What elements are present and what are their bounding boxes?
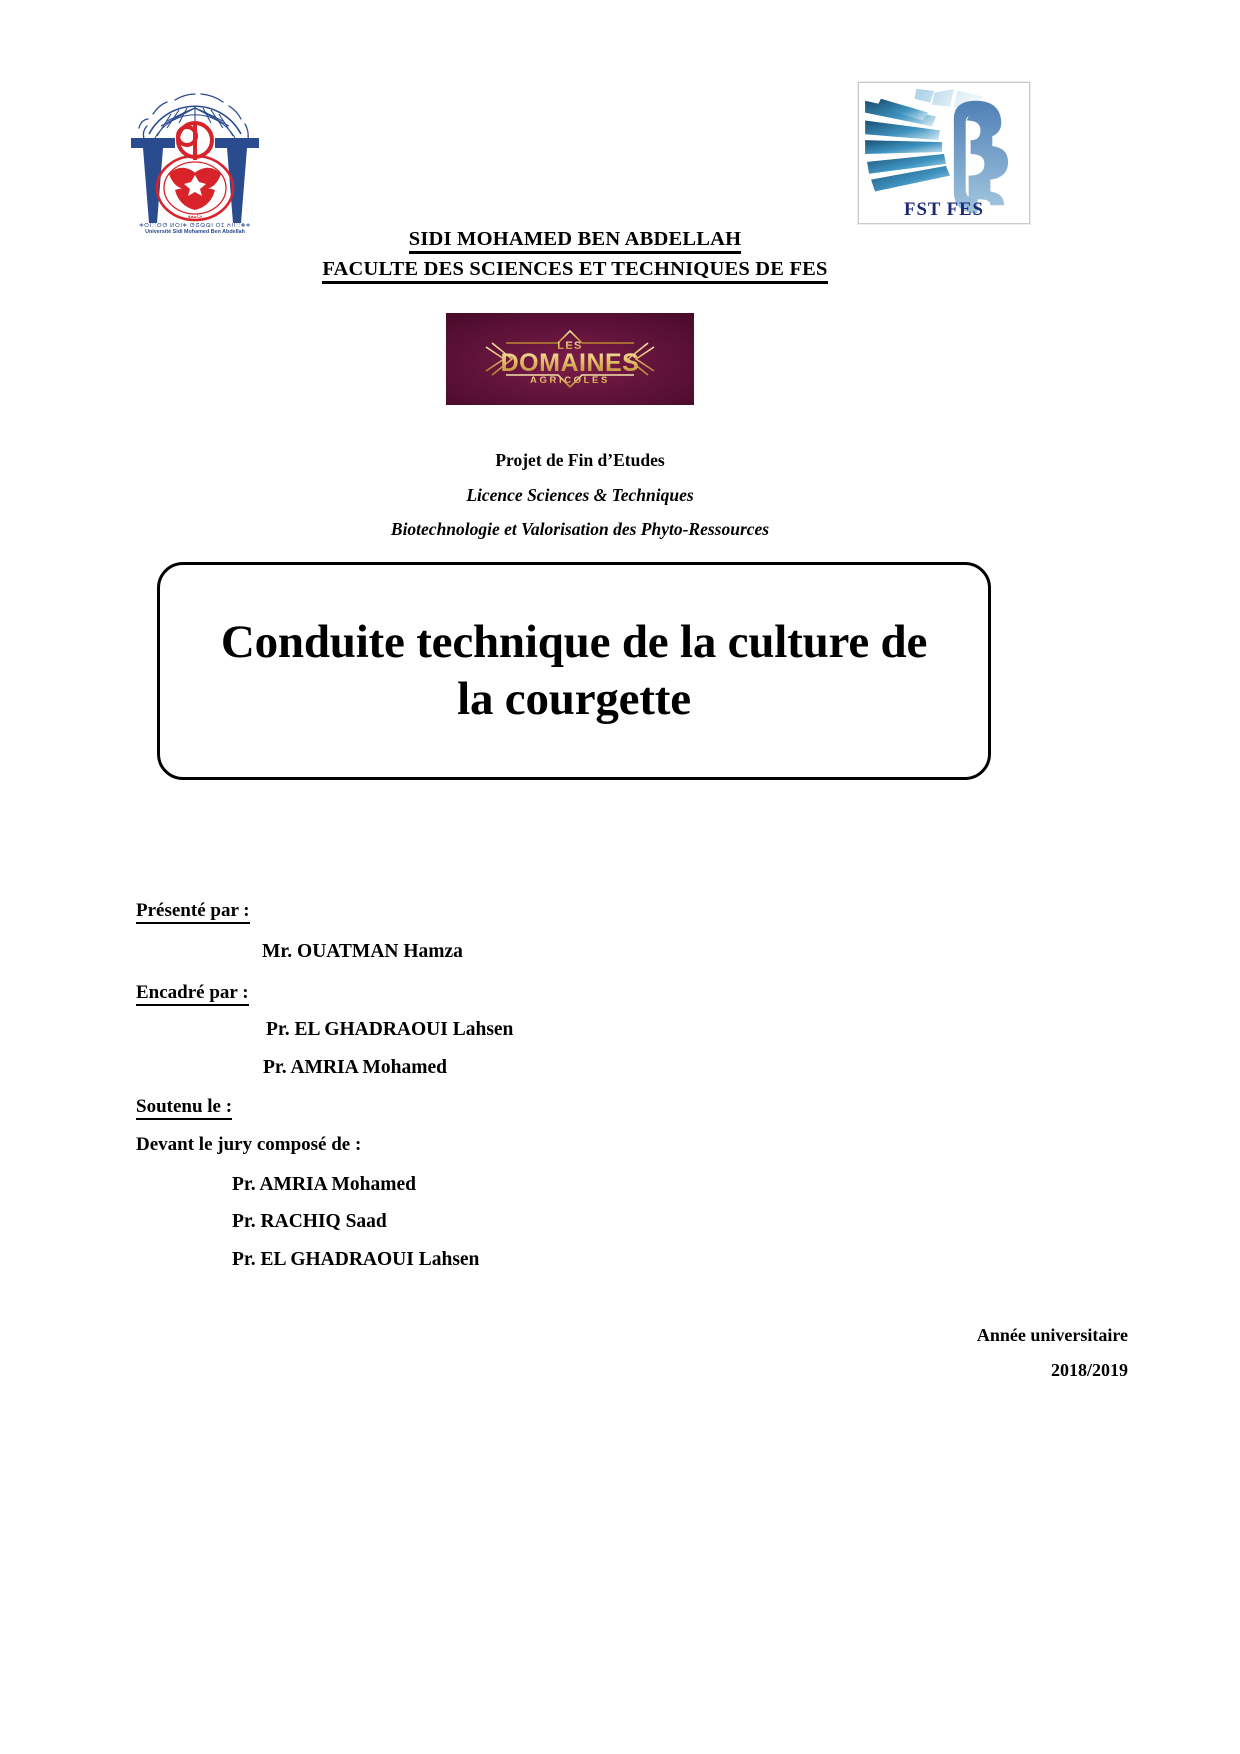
presented-by-label: Présenté par : xyxy=(136,900,250,922)
faculty-name-heading xyxy=(0,258,1240,284)
university-name-text: SIDI MOHAMED BEN ABDELLAH xyxy=(409,228,741,253)
specialty-name xyxy=(0,519,1240,540)
svg-text:Université Sidi Mohamed Ben Ab: Université Sidi Mohamed Ben Abdellah xyxy=(145,229,245,233)
degree-name-text: Licence Sciences & Techniques xyxy=(466,485,694,505)
domaines-line2: DOMAINES xyxy=(500,349,640,377)
university-name-heading xyxy=(0,228,1240,254)
supervised-by-label: Encadré par : xyxy=(136,982,249,1004)
les-domaines-agricoles-logo xyxy=(446,313,694,405)
jury-member-name: Pr. EL GHADRAOUI Lahsen xyxy=(232,1249,480,1270)
jury-member-name: Pr. RACHIQ Saad xyxy=(232,1211,387,1232)
fst-fes-logo xyxy=(858,82,1030,224)
project-type xyxy=(0,450,1240,471)
jury-member-name: Pr. AMRIA Mohamed xyxy=(232,1174,416,1195)
project-type-text: Projet de Fin d’Etudes xyxy=(495,450,665,470)
academic-year-label: Année universitaire xyxy=(976,1325,1128,1345)
faculty-name-text: FACULTE DES SCIENCES ET TECHNIQUES DE FES xyxy=(322,258,827,283)
supervisor-name: Pr. EL GHADRAOUI Lahsen xyxy=(266,1019,514,1040)
presented-by-name: Mr. OUATMAN Hamza xyxy=(262,941,463,962)
supervisor-name: Pr. AMRIA Mohamed xyxy=(263,1057,447,1078)
jury-label: Devant le jury composé de : xyxy=(136,1134,362,1155)
page-title: Conduite technique de la culture de la courgette xyxy=(220,615,928,725)
usmba-logo xyxy=(105,78,285,233)
svg-text:جامعة: جامعة xyxy=(187,214,203,220)
degree-name xyxy=(0,485,1240,506)
specialty-name-text: Biotechnologie et Valorisation des Phyto-Ressources xyxy=(390,519,770,539)
svg-text:ⵐⵔⵏⵘⵙⵚ ⵍⵔⵏⵐ ⵚⵒⵕⵕⵏ ⵔⵊ ⵄⵑⵏⵗⵗⵌⵐ: ⵐⵔⵏⵘⵙⵚ ⵍⵔⵏⵐ ⵚⵒⵕⵕⵏ ⵔⵊ ⵄⵑⵏⵗⵗⵌⵐ xyxy=(139,223,251,229)
domaines-line1: LES xyxy=(557,340,583,352)
fst-fes-wordmark: FST FES xyxy=(904,199,984,221)
domaines-line3: AGRICOLES xyxy=(530,375,610,386)
thesis-title-box xyxy=(157,562,991,780)
academic-year-value: 2018/2019 xyxy=(1050,1360,1128,1380)
defended-on-label: Soutenu le : xyxy=(136,1096,232,1118)
